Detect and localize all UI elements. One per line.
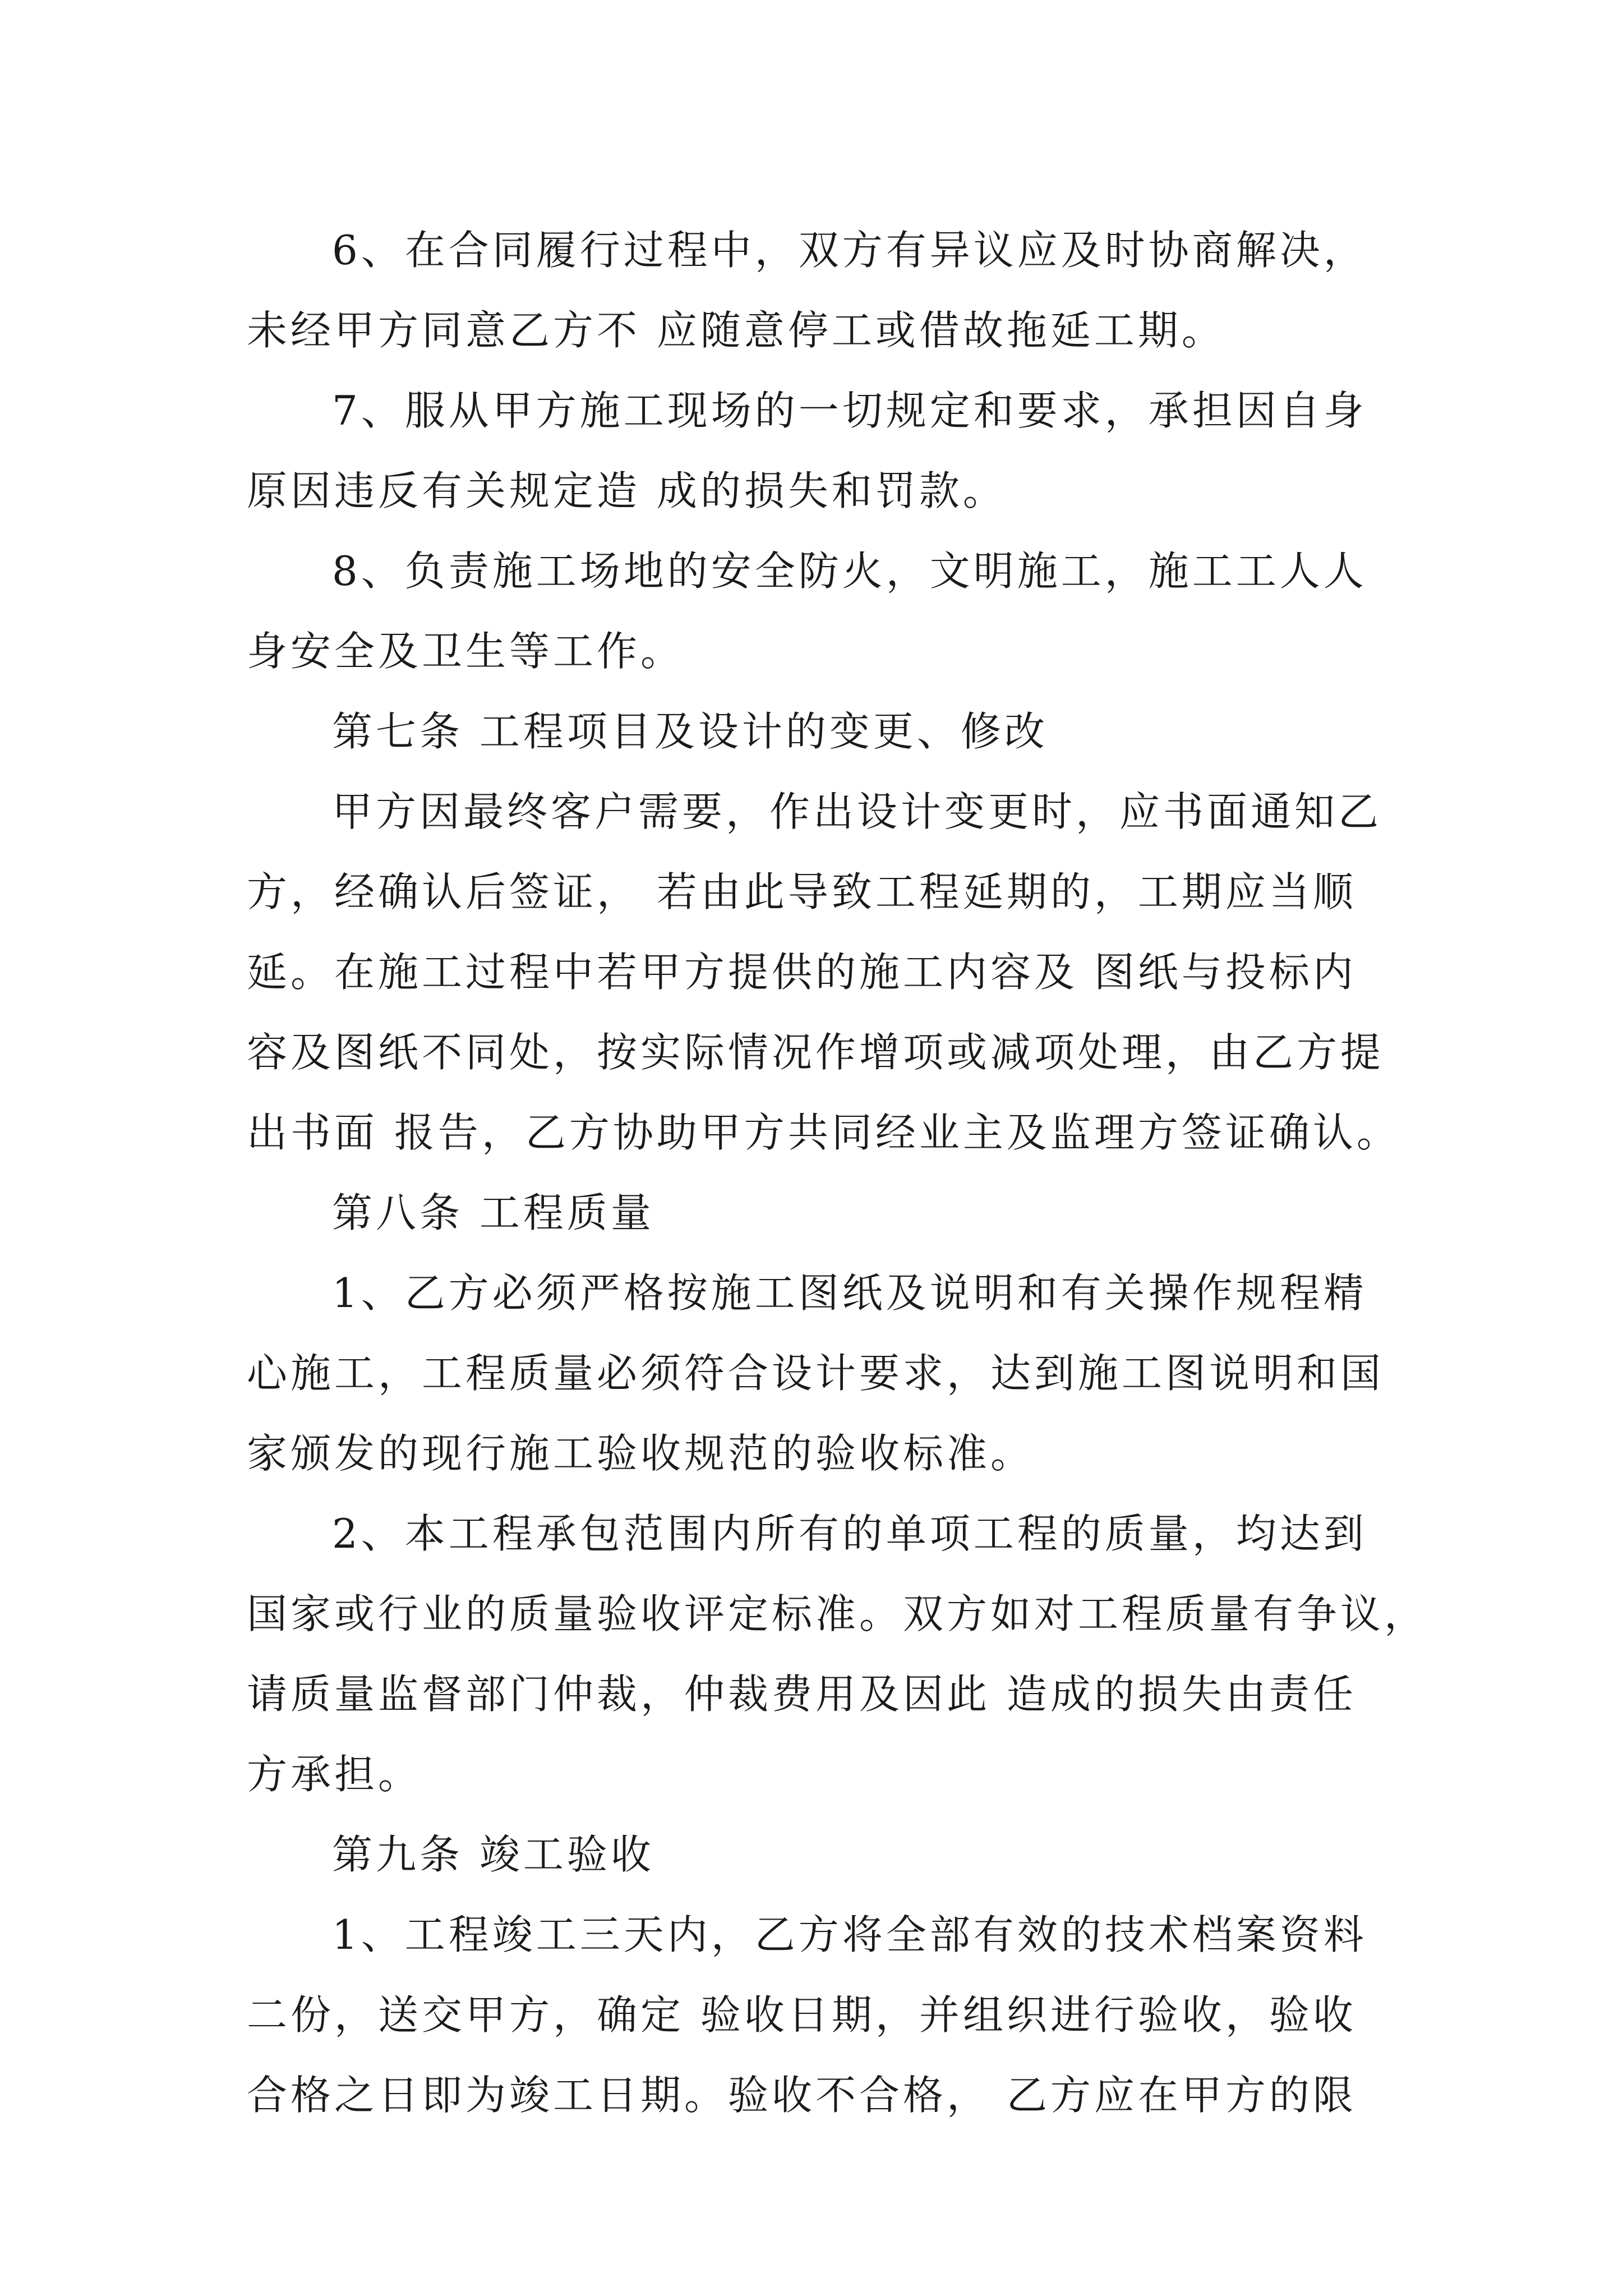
paragraph-line: 2、本工程承包范围内所有的单项工程的质量，均达到 xyxy=(332,1510,1367,1557)
paragraph-line: 国家或行业的质量验收评定标准。双方如对工程质量有争议， xyxy=(247,1590,1428,1637)
paragraph-article-8-1 xyxy=(247,1253,1391,1494)
paragraph-article-7-body xyxy=(247,772,1400,1173)
paragraph-line: 请质量监督部门仲裁，仲裁费用及因此 造成的损失由责任 xyxy=(247,1671,1357,1718)
article-8-heading xyxy=(247,1173,1391,1253)
document-body xyxy=(247,210,1428,2136)
paragraph-article-8-2 xyxy=(247,1494,1428,1815)
paragraph-line: 家颁发的现行施工验收规范的验收标准。 xyxy=(247,1430,1035,1477)
article-9-heading xyxy=(247,1815,1391,1895)
paragraph-line: 身安全及卫生等工作。 xyxy=(247,628,685,675)
paragraph-clause-6-7 xyxy=(247,371,1391,531)
paragraph-line: 8、负责施工场地的安全防火，文明施工，施工工人人 xyxy=(332,547,1367,595)
paragraph-line: 容及图纸不同处，按实际情况作增项或减项处理，由乙方提 xyxy=(247,1029,1385,1076)
paragraph-line: 方，经确认后签证， 若由此导致工程延期的，工期应当顺 xyxy=(247,868,1357,915)
paragraph-article-9-1 xyxy=(247,1895,1391,2136)
paragraph-clause-6-6 xyxy=(247,210,1391,371)
paragraph-line: 方承担。 xyxy=(247,1751,422,1798)
article-7-heading xyxy=(247,692,1391,772)
paragraph-line: 7、服从甲方施工现场的一切规定和要求，承担因自身 xyxy=(332,387,1367,434)
paragraph-clause-6-8 xyxy=(247,531,1391,692)
paragraph-line: 延。在施工过程中若甲方提供的施工内容及 图纸与投标内 xyxy=(247,949,1357,996)
paragraph-line: 出书面 报告，乙方协助甲方共同经业主及监理方签证确认。 xyxy=(247,1109,1400,1156)
paragraph-line: 未经甲方同意乙方不 应随意停工或借故拖延工期。 xyxy=(247,307,1225,354)
paragraph-line: 二份，送交甲方，确定 验收日期，并组织进行验收，验收 xyxy=(247,1991,1357,2039)
paragraph-line: 合格之日即为竣工日期。验收不合格， 乙方应在甲方的限 xyxy=(247,2072,1357,2119)
paragraph-line: 甲方因最终客户需要，作出设计变更时，应书面通知乙 xyxy=(332,788,1382,835)
paragraph-line: 1、乙方必须严格按施工图纸及说明和有关操作规程精 xyxy=(332,1269,1367,1317)
paragraph-line: 1、工程竣工三天内，乙方将全部有效的技术档案资料 xyxy=(332,1911,1367,1958)
paragraph-line: 原因违反有关规定造 成的损失和罚款。 xyxy=(247,467,1007,514)
section-heading: 第七条 工程项目及设计的变更、修改 xyxy=(332,708,1048,755)
paragraph-line: 6、在合同履行过程中，双方有异议应及时协商解决， xyxy=(332,227,1367,274)
section-heading: 第八条 工程质量 xyxy=(332,1189,654,1236)
paragraph-line: 心施工，工程质量必须符合设计要求，达到施工图说明和国 xyxy=(247,1350,1385,1397)
section-heading: 第九条 竣工验收 xyxy=(332,1831,654,1878)
